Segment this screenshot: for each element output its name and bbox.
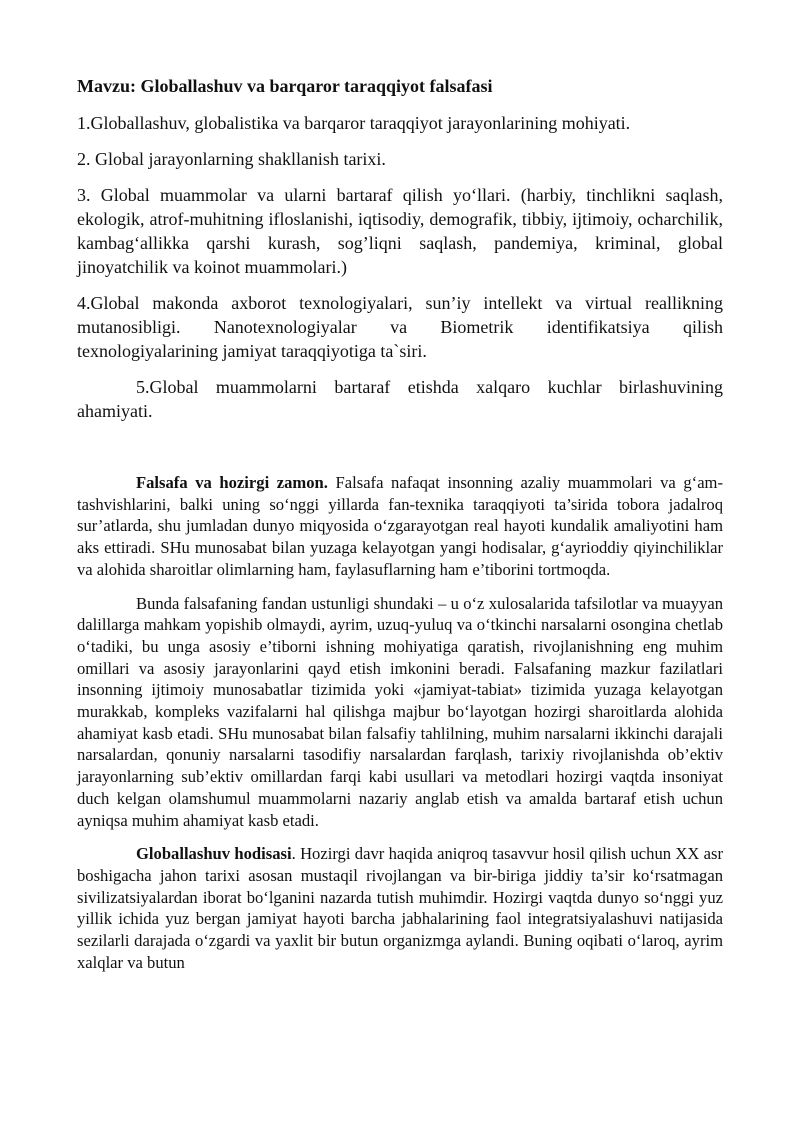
paragraph-philosophy (77, 472, 723, 581)
paragraph-text: Bunda falsafaning fandan ustunligi shundaki – u o‘z xulosalarida tafsilotlar va muayyan dalillarga mahkam yopishib olmaydi, ayrim, uzuq-yuluq va o‘tkinchi narsalarni osongina chetlab o‘tadiki, bu unga asosiy e’tiborni ishning mohiyatiga qaratish, rivojlanishning eng muhim omillari va asosiy jarayonlarini qayd etish imkonini beradi. Falsafaning mazkur fazilatlari insonning ijtimoiy munosabatlar tizimida yoki «jamiyat-tabiat» tizimida yuzaga kelayotgan murakkab, kompleks vazifalarni hal qilishga majbur bo‘layotgan hozirgi sharoitlarda alohida ahamiyat kasb etadi. SHu munosabat bilan falsafiy tahlilning, muhim narsalarni ikkinchi darajali narsalardan, qonuniy narsalarni tasodifiy narsalardan farqlash, tarixiy rivojlanishda ob’ektiv jarayonlarning sub’ektiv omillardan farqi kabi usullari va metodlari hozirgi vaqtda insoniyat duch kelgan olamshumul muammolarni nazariy anglab etish va amalda bartaraf etish uchun ayniqsa muhim ahamiyat kasb etadi. (77, 593, 723, 830)
plan-item-1: 1.Globallashuv, globalistika va barqaror taraqqiyot jarayonlarining mohiyati. (77, 113, 631, 133)
plan-item-5: 5.Global muammolarni bartaraf etishda xalqaro kuchlar birlashuvining ahamiyati. (77, 377, 723, 421)
document-title: Mavzu: Globallashuv va barqaror taraqqiyot falsafasi (77, 76, 493, 96)
plan-item-2: 2. Global jarayonlarning shakllanish tarixi. (77, 149, 386, 169)
section-heading-globalization: Globallashuv hodisasi (136, 844, 292, 864)
paragraph-globalization (77, 843, 723, 973)
paragraph-advantage (77, 593, 723, 832)
plan-item-3: 3. Global muammolar va ularni bartaraf qilish yo‘llari. (harbiy, tinchlikni saqlash, ekologik, atrof-muhitning ifloslanishi, iqtisodiy, demografik, tibbiy, ijtimoiy, ocharchilik, kambag‘allikka qarshi kurash, sog’liqni saqlash, pandemiya, kriminal, global jinoyatchilik va koinot muammolari.) (77, 185, 723, 277)
paragraph-text: Falsafa nafaqat insonning azaliy muammolari va g‘am-tashvishlarini, balki uning so‘nggi yillarda fan-texnika taraqqiyoti ta’sirida tobora jadalroq sur’atlarda, shu jumladan dunyo miqyosida o‘zgarayotgan real hayoti kundalik amaliyotini ham aks ettiradi. SHu munosabat bilan yuzaga kelayotgan yangi hodisalar, g‘ayrioddiy qiyinchiliklar va alohida sharoitlar olimlarning ham, faylasuflarning ham e’tiborini tortmoqda. (77, 473, 723, 579)
section-heading-philosophy: Falsafa va hozirgi zamon. (136, 473, 328, 492)
plan-item-4: 4.Global makonda axborot texnologiyalari, sun’iy intellekt va virtual reallikning mutanosibligi. Nanotexnologiyalar va Biometrik identifikatsiya qilish texnologiyalarining jamiyat taraqqiyotiga ta`siri. (77, 293, 723, 361)
paragraph-text: . Hozirgi davr haqida aniqroq tasavvur hosil qilish uchun XX asr boshigacha jahon tarixi asosan mustaqil rivojlangan va bir-biriga jiddiy ta’sir ko‘rsatmagan sivilizatsiyalardan iborat bo‘lganini nazarda tutish muhimdir. Hozirgi vaqtda dunyo so‘nggi yuz yillik ichida yuz bergan jamiyat hayoti barcha jabhalarining faol integratsiyalashuvi natijasida sezilarli darajada o‘zgardi va yaxlit bir butun organizmga aylandi. Buning oqibati o‘laroq, ayrim xalqlar va butun (77, 844, 724, 972)
document-body (77, 74, 723, 985)
